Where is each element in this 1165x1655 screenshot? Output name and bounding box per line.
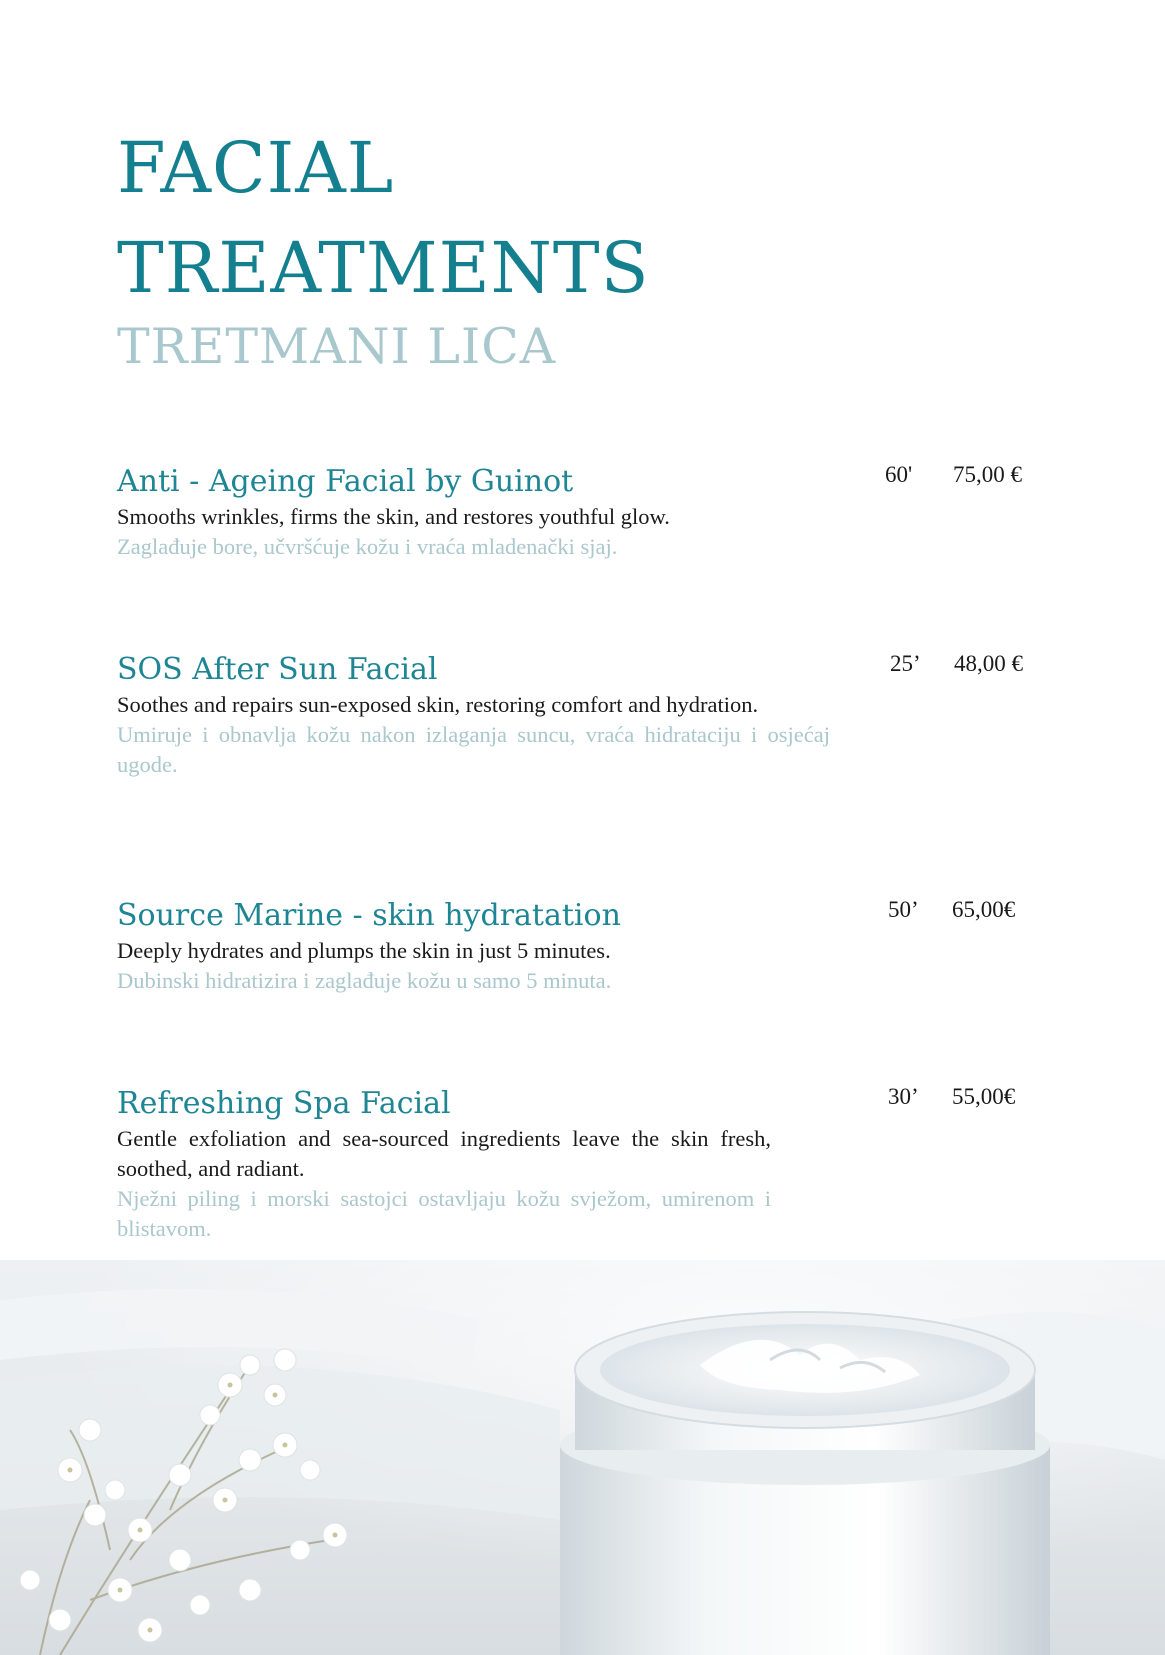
treatment-description-en: Smooths wrinkles, firms the skin, and restores youthful glow.: [117, 504, 670, 529]
treatment-name: SOS After Sun Facial: [117, 652, 438, 687]
treatment-price: 65,00€: [952, 897, 1016, 922]
treatment-item: [117, 650, 830, 780]
treatment-duration: 25’: [890, 651, 921, 676]
page-subtitle: TRETMANI LICA: [117, 318, 557, 375]
treatment-price: 75,00 €: [953, 462, 1022, 487]
treatment-duration: 30’: [888, 1084, 919, 1109]
treatment-description-en: Soothes and repairs sun-exposed skin, restoring comfort and hydration.: [117, 692, 759, 717]
treatment-description-en: Deeply hydrates and plumps the skin in just 5 minutes.: [117, 938, 611, 963]
treatment-description-hr: Umiruje i obnavlja kožu nakon izlaganja suncu, vraća hidrataciju i osjećaj ugode.: [117, 722, 830, 777]
treatment-description-hr: Nježni piling i morski sastojci ostavljaju kožu svježom, umirenom i blistavom.: [117, 1186, 771, 1241]
page-title-line-1: FACIAL: [117, 127, 395, 209]
page-title-line-2: TREATMENTS: [117, 227, 650, 309]
treatment-name: Source Marine - skin hydratation: [117, 898, 621, 933]
treatment-duration: 50’: [888, 897, 919, 922]
treatment-item: [117, 462, 817, 562]
treatment-price: 48,00 €: [954, 651, 1023, 676]
treatment-name: Anti - Ageing Facial by Guinot: [117, 464, 574, 499]
treatment-item: [117, 896, 817, 996]
treatment-description-hr: Dubinski hidratizira i zaglađuje kožu u samo 5 minuta.: [117, 968, 612, 993]
treatment-description-hr: Zaglađuje bore, učvršćuje kožu i vraća mladenački sjaj.: [117, 534, 618, 559]
treatment-description-en: Gentle exfoliation and sea-sourced ingredients leave the skin fresh, soothed, and radiant.: [117, 1126, 771, 1181]
page-title: [117, 118, 650, 318]
treatment-item: [117, 1084, 771, 1244]
treatment-name: Refreshing Spa Facial: [117, 1086, 451, 1121]
treatment-price: 55,00€: [952, 1084, 1016, 1109]
treatment-duration: 60': [885, 462, 913, 487]
spa-cream-photo: [0, 1260, 1165, 1655]
